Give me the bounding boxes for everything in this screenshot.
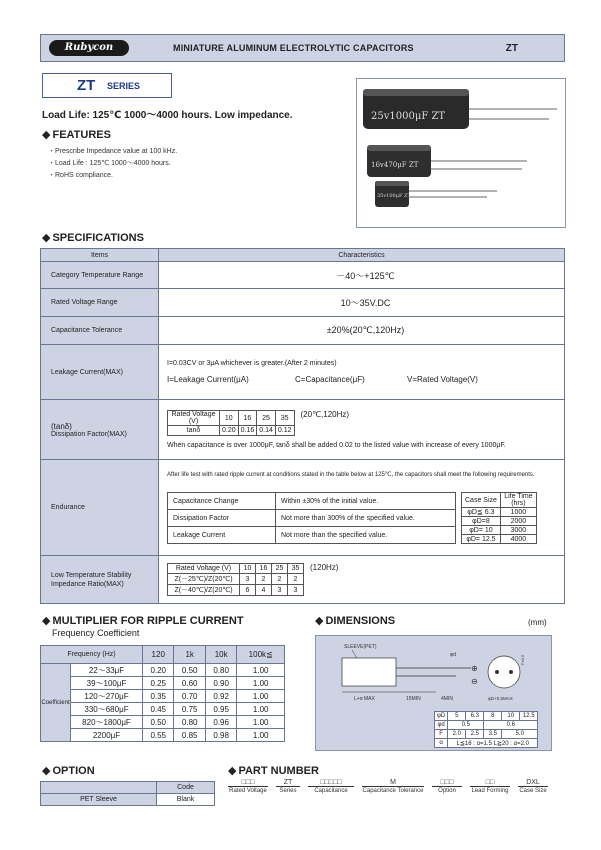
- col-items: Items: [41, 249, 159, 262]
- impedance-cell: 2: [288, 574, 304, 585]
- option-row-label: PET Sleeve: [41, 794, 157, 806]
- header-series-code: ZT: [505, 43, 518, 54]
- ripple-val: 0.85: [174, 729, 205, 742]
- lead-min-label: 4MIN: [441, 696, 453, 702]
- feature-item: ・RoHS compliance.: [48, 172, 113, 179]
- cap-label: 35v100μF ZT: [377, 193, 411, 199]
- dissipation-label-top: (tanδ): [51, 421, 72, 431]
- dim-cell: 2.0: [448, 730, 466, 739]
- voltage-cell: 25: [257, 411, 276, 426]
- part-label: Option: [432, 786, 462, 794]
- life-time: 4000: [500, 535, 536, 544]
- ripple-val: 1.00: [237, 690, 285, 703]
- cap-label: 16v470μF ZT: [371, 161, 419, 169]
- impedance-cell: 3: [288, 585, 304, 596]
- ripple-val: 0.80: [205, 664, 236, 677]
- part-label: Case Size: [519, 788, 547, 794]
- tan-cell: 0.12: [275, 426, 294, 436]
- page-header: [40, 34, 565, 62]
- case-size: φD≦ 6.3: [462, 508, 501, 517]
- diamond-icon: ◆: [42, 232, 51, 244]
- dim-cell: 12.5: [520, 712, 538, 721]
- ripple-val: 0.95: [205, 703, 236, 716]
- freq-cell: 100k≦: [237, 646, 285, 664]
- freq-cell: 120: [143, 646, 174, 664]
- endurance-item: Leakage Current: [168, 527, 276, 544]
- case-size-head: Case Size: [462, 493, 501, 508]
- tan-label: tanδ: [168, 426, 220, 436]
- impedance-ratio-label: Z(－40℃)/Z(20℃): [168, 585, 240, 596]
- part-code: □□□: [241, 779, 255, 786]
- part-segment: [362, 779, 424, 794]
- spec-value: 10～35V.DC: [159, 289, 565, 317]
- dim-cell: 5: [448, 712, 466, 721]
- dim-cell: L≦16 : α=1.5 L≧20 : α=2.0: [448, 739, 538, 748]
- series-label: SERIES: [107, 81, 141, 91]
- voltage-cell: 35: [288, 564, 304, 574]
- case-life-table: [461, 492, 537, 544]
- product-photo: [356, 78, 566, 228]
- ripple-val: 1.00: [237, 729, 285, 742]
- freq-cell: 10k: [205, 646, 236, 664]
- ripple-val: 0.35: [143, 690, 174, 703]
- impedance-table: [167, 563, 304, 596]
- option-heading: ◆ OPTION: [42, 765, 95, 777]
- tan-cell: 0.16: [238, 426, 257, 436]
- spec-value: －40～+125℃: [159, 262, 565, 289]
- header-title: MINIATURE ALUMINUM ELECTROLYTIC CAPACITORS: [173, 43, 414, 53]
- ripple-val: 0.96: [205, 716, 236, 729]
- ripple-val: 0.50: [174, 664, 205, 677]
- spec-label: Endurance: [41, 460, 159, 556]
- capacitor-photo-image: [357, 79, 565, 227]
- specifications-table: [40, 248, 565, 604]
- ripple-cap: 39～100μF: [71, 677, 143, 690]
- ripple-subheading: Frequency Coefficient: [52, 628, 140, 638]
- ripple-val: 1.00: [237, 664, 285, 677]
- diamond-icon: ◆: [42, 765, 51, 777]
- voltage-cell: 35: [275, 411, 294, 426]
- col-characteristics: Characteristics: [159, 249, 565, 262]
- spec-value: ±20%(20℃,120Hz): [159, 317, 565, 345]
- spec-label: Low Temperature Stability Impedance Ratio(MAX): [41, 556, 159, 604]
- voltage-cell: 25: [272, 564, 288, 574]
- ripple-val: 0.60: [174, 677, 205, 690]
- ripple-val: 0.20: [143, 664, 174, 677]
- part-label: Lead Forming: [471, 788, 509, 794]
- part-segment: [518, 779, 548, 794]
- diamond-icon: ◆: [315, 615, 324, 627]
- dimension-table: [434, 711, 538, 748]
- dim-cell: 10: [502, 712, 520, 721]
- dim-label: φD: [435, 712, 448, 721]
- ripple-val: 1.00: [237, 716, 285, 729]
- impedance-cell: 2: [256, 574, 272, 585]
- dim-cell: 5.0: [502, 730, 538, 739]
- leakage-def-i: I=Leakage Current(μA): [167, 375, 249, 384]
- specifications-heading: ◆ SPECIFICATIONS: [42, 232, 144, 244]
- case-size: φD= 10: [462, 526, 501, 535]
- endurance-req: Not more than the specified value.: [276, 527, 456, 544]
- ripple-val: 0.55: [143, 729, 174, 742]
- voltage-cell: 10: [220, 411, 239, 426]
- ripple-val: 1.00: [237, 677, 285, 690]
- impedance-ratio-label: Z(－25℃)/Z(20℃): [168, 574, 240, 585]
- coefficient-label: Coefficient: [41, 664, 71, 742]
- rated-voltage-label: Rated Voltage (V): [168, 564, 240, 574]
- impedance-condition: (120Hz): [310, 563, 339, 572]
- ripple-val: 0.45: [143, 703, 174, 716]
- low-temp-cell: [159, 556, 565, 604]
- endurance-cell: [159, 460, 565, 556]
- dissipation-table: [167, 410, 295, 436]
- ripple-cap: 120～270μF: [71, 690, 143, 703]
- part-label: Capacitance Tolerance: [362, 788, 424, 794]
- ripple-table: [40, 645, 285, 742]
- frequency-label: Frequency (Hz): [41, 646, 143, 664]
- endurance-intro: After life test with rated ripple current at conditions stated in the table below at 125℃, the capacitors shall meet the following requirements.: [167, 472, 535, 478]
- case-size: φD=8: [462, 517, 501, 526]
- part-code: ZT: [283, 779, 293, 786]
- impedance-cell: 4: [256, 585, 272, 596]
- impedance-cell: 3: [240, 574, 256, 585]
- cap-label: 25v1000μF ZT: [371, 111, 446, 122]
- impedance-cell: 2: [272, 574, 288, 585]
- feature-item: ・Load Life : 125℃ 1000～4000 hours.: [48, 160, 171, 167]
- spacing-label: F±0.5: [520, 654, 525, 665]
- spec-label: Capacitance Tolerance: [41, 317, 159, 345]
- part-number-heading: ◆ PART NUMBER: [228, 765, 319, 777]
- part-label: Capacitance: [308, 786, 354, 794]
- tan-cell: 0.20: [220, 426, 239, 436]
- part-code: DXL: [526, 779, 540, 786]
- spec-label: Leakage Current(MAX): [41, 345, 159, 400]
- ripple-val: 0.98: [205, 729, 236, 742]
- part-code: M: [390, 779, 396, 786]
- brand-logo: Rubycon: [49, 40, 129, 56]
- leakage-formula: I=0.03CV or 3μA whichever is greater.(After 2 minutes): [167, 360, 337, 367]
- spec-label: Category Temperature Range: [41, 262, 159, 289]
- ripple-val: 0.70: [174, 690, 205, 703]
- part-segment: [308, 779, 354, 794]
- dim-cell: 6.3: [466, 712, 484, 721]
- rated-voltage-label: Rated Voltage (V): [168, 411, 220, 426]
- sleeve-label: SLEEVE(PET): [344, 644, 377, 650]
- tan-cell: 0.14: [257, 426, 276, 436]
- dim-label: F: [435, 730, 448, 739]
- spec-label: Rated Voltage Range: [41, 289, 159, 317]
- life-time: 1000: [500, 508, 536, 517]
- ripple-val: 0.75: [174, 703, 205, 716]
- part-segment: [228, 779, 268, 794]
- part-code: □□: [485, 779, 495, 786]
- load-life-heading: Load Life: 125℃ 1000～4000 hours. Low impedance.: [42, 110, 293, 121]
- ripple-cap: 2200μF: [71, 729, 143, 742]
- part-code: □□□: [440, 779, 454, 786]
- dissipation-label: Dissipation Factor(MAX): [51, 430, 127, 438]
- endurance-req: Not more than 300% of the specified value.: [276, 510, 456, 527]
- voltage-cell: 16: [238, 411, 257, 426]
- life-time: 3000: [500, 526, 536, 535]
- dim-cell: 0.5: [448, 721, 484, 730]
- case-size: φD= 12.5: [462, 535, 501, 544]
- series-name: ZT: [77, 77, 96, 94]
- dimensions-unit: (mm): [528, 618, 547, 627]
- impedance-cell: 3: [272, 585, 288, 596]
- plus-mark: ⊕: [471, 664, 478, 673]
- series-box: [42, 73, 172, 98]
- dim-cell: 0.6: [484, 721, 538, 730]
- diamond-icon: ◆: [228, 765, 237, 777]
- part-segment: [470, 779, 510, 794]
- impedance-cell: 6: [240, 585, 256, 596]
- dissipation-condition: (20℃,120Hz): [300, 410, 350, 419]
- diamond-icon: ◆: [42, 615, 51, 627]
- part-segment: [276, 779, 300, 794]
- voltage-cell: 16: [256, 564, 272, 574]
- part-number-row: [228, 779, 548, 794]
- diamond-icon: ◆: [42, 129, 51, 141]
- ripple-cap: 22～33μF: [71, 664, 143, 677]
- option-code-head: Code: [157, 782, 215, 794]
- length-label: L+α MAX: [354, 696, 375, 702]
- ripple-val: 0.80: [174, 716, 205, 729]
- life-time-head: Life Time (hrs): [500, 493, 536, 508]
- lead-length-label: 15MIN: [406, 696, 421, 702]
- dim-cell: 8: [484, 712, 502, 721]
- dimensions-heading: ◆ DIMENSIONS: [315, 615, 396, 627]
- endurance-item: Dissipation Factor: [168, 510, 276, 527]
- features-heading: ◆ FEATURES: [42, 129, 111, 141]
- ripple-cap: 330～680μF: [71, 703, 143, 716]
- ripple-val: 1.00: [237, 703, 285, 716]
- part-code: □□□□□: [320, 779, 342, 786]
- lead-diameter-label: φd: [450, 652, 457, 658]
- ripple-val: 0.50: [143, 716, 174, 729]
- leakage-def-c: C=Capacitance(μF): [295, 375, 365, 384]
- endurance-table: [167, 492, 456, 544]
- ripple-val: 0.25: [143, 677, 174, 690]
- ripple-val: 0.92: [205, 690, 236, 703]
- ripple-heading: ◆ MULTIPLIER FOR RIPPLE CURRENT: [42, 615, 244, 627]
- dim-label: α: [435, 739, 448, 748]
- leakage-def-v: V=Rated Voltage(V): [407, 375, 478, 384]
- endurance-item: Capacitance Change: [168, 493, 276, 510]
- part-segment: [432, 779, 462, 794]
- part-label: Series: [276, 786, 300, 794]
- voltage-cell: 10: [240, 564, 256, 574]
- diameter-max-label: φD+0.5MAX: [488, 696, 513, 701]
- part-label: Rated Voltage: [229, 788, 267, 794]
- leakage-cell: [159, 345, 565, 400]
- option-row-code: Blank: [157, 794, 215, 806]
- ripple-cap: 820～1800μF: [71, 716, 143, 729]
- option-table: [40, 781, 215, 806]
- feature-item: ・Prescribe Impedance value at 100 kHz.: [48, 148, 178, 155]
- dim-cell: 2.5: [466, 730, 484, 739]
- endurance-req: Within ±30% of the initial value.: [276, 493, 456, 510]
- life-time: 2000: [500, 517, 536, 526]
- dim-label: φd: [435, 721, 448, 730]
- freq-cell: 1k: [174, 646, 205, 664]
- dissipation-cell: [159, 400, 565, 460]
- dim-cell: 3.5: [484, 730, 502, 739]
- spec-label: [41, 400, 159, 460]
- ripple-val: 0.90: [205, 677, 236, 690]
- dissipation-note: When capacitance is over 1000μF, tanδ shall be added 0.02 to the listed value with increase of every 1000μF.: [167, 442, 506, 449]
- minus-mark: ⊖: [471, 677, 478, 686]
